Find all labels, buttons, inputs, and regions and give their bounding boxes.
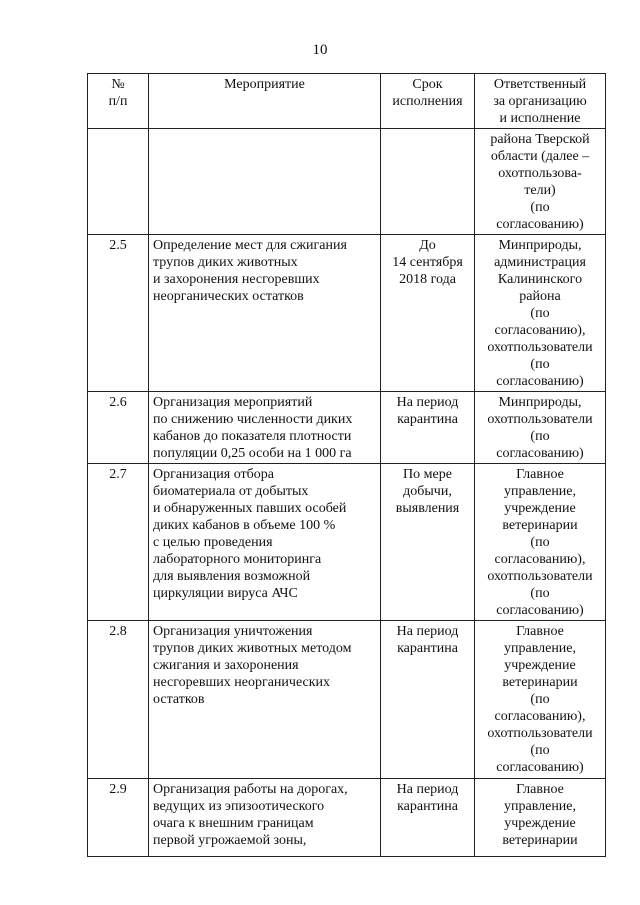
cell-line: с целью проведения: [153, 535, 273, 550]
cell-line: согласованию): [496, 603, 584, 618]
cell-line: согласованию): [496, 760, 584, 775]
cell-line: исполнения: [392, 94, 463, 109]
cell-line: По мере: [403, 467, 452, 482]
row-deadline: [381, 392, 475, 464]
cell-line: биоматериала от добытых: [153, 484, 309, 499]
cell-line: и исполнение: [499, 111, 581, 126]
cell-line: 14 сентября: [392, 255, 463, 270]
cell-line: согласованию),: [494, 709, 586, 724]
cell-line: Калининского: [497, 272, 583, 287]
cell-line: циркуляции вируса АЧС: [153, 586, 298, 601]
cell-line: Организация работы на дорогах,: [153, 782, 348, 797]
cell-line: Минприроды,: [498, 238, 582, 253]
row-responsible: [475, 779, 606, 857]
cell-line: Ответственный: [493, 77, 587, 92]
row-responsible: [475, 235, 606, 392]
row-deadline: [381, 779, 475, 857]
cell-line: п/п: [108, 94, 128, 109]
cell-line: ведущих из эпизоотического: [153, 799, 325, 814]
cell-line: учреждение: [504, 501, 576, 516]
cell-line: 2.8: [109, 624, 127, 639]
cell-line: Главное: [516, 782, 564, 797]
cell-line: (по: [530, 743, 550, 758]
header-number: [88, 74, 149, 129]
cell-line: На период: [396, 624, 459, 639]
cell-line: кабанов до показателя плотности: [153, 429, 352, 444]
cell-line: согласованию),: [494, 552, 586, 567]
header-responsible: [475, 74, 606, 129]
cell-line: (по: [530, 692, 550, 707]
cell-line: Организация мероприятий: [153, 395, 313, 410]
cell-line: (по: [530, 357, 550, 372]
cell-line: Организация уничтожения: [153, 624, 313, 639]
cell-line: и захоронения несгоревших: [153, 272, 320, 287]
cell-line: администрация: [494, 255, 586, 270]
header-deadline: [381, 74, 475, 129]
cell-line: остатков: [153, 692, 205, 707]
cell-line: 2.5: [109, 238, 127, 253]
header-measure: [149, 74, 381, 129]
cell-line: по снижению численности диких: [153, 412, 353, 427]
cell-line: для выявления возможной: [153, 569, 311, 584]
cell-line: первой угрожаемой зоны,: [153, 833, 307, 848]
row-number: [88, 464, 149, 621]
row-number: [88, 235, 149, 392]
cell-line: охотпользова-: [498, 166, 582, 181]
cell-line: охотпользователи: [487, 726, 593, 741]
cell-line: Минприроды,: [498, 395, 582, 410]
page-number: 10: [312, 42, 328, 58]
cell-line: (по: [530, 535, 550, 550]
cell-line: Определение мест для сжигания: [153, 238, 347, 253]
cell-line: На период: [396, 782, 459, 797]
row-responsible: [475, 464, 606, 621]
row-responsible: [475, 129, 606, 235]
row-responsible: [475, 621, 606, 779]
cell-line: охотпользователи: [487, 569, 593, 584]
measures-table: [87, 73, 606, 857]
row-measure: [149, 235, 381, 392]
cell-line: ветеринарии: [502, 518, 578, 533]
row-number: [88, 621, 149, 779]
cell-line: согласованию): [496, 446, 584, 461]
cell-line: неорганических остатков: [153, 289, 304, 304]
cell-line: лабораторного мониторинга: [153, 552, 322, 567]
cell-line: ветеринарии: [502, 833, 578, 848]
row-measure: [149, 392, 381, 464]
cell-line: Мероприятие: [224, 77, 305, 92]
cell-line: 2.7: [109, 467, 127, 482]
row-deadline: [381, 129, 475, 235]
cell-line: карантина: [397, 641, 458, 656]
cell-line: (по: [530, 429, 550, 444]
cell-line: района Тверской: [490, 132, 590, 147]
table-header-row: [88, 74, 606, 129]
cell-line: района: [519, 289, 561, 304]
row-deadline: [381, 235, 475, 392]
row-number: [88, 779, 149, 857]
cell-line: 2018 года: [399, 272, 456, 287]
cell-line: карантина: [397, 412, 458, 427]
cell-line: популяции 0,25 особи на 1 000 га: [153, 446, 352, 461]
cell-line: Главное: [516, 624, 564, 639]
row-measure: [149, 779, 381, 857]
table-row: [88, 779, 606, 857]
cell-line: охотпользователи: [487, 412, 593, 427]
cell-line: области (далее –: [490, 149, 590, 164]
cell-line: выявления: [395, 501, 460, 516]
row-measure: [149, 621, 381, 779]
cell-line: трупов диких животных методом: [153, 641, 352, 656]
cell-line: (по: [530, 586, 550, 601]
cell-line: (по: [530, 306, 550, 321]
cell-line: согласованию): [496, 217, 584, 232]
row-measure: [149, 129, 381, 235]
cell-line: Главное: [516, 467, 564, 482]
cell-line: очага к внешним границам: [153, 816, 314, 831]
table-row: [88, 464, 606, 621]
cell-line: карантина: [397, 799, 458, 814]
cell-line: Организация отбора: [153, 467, 274, 482]
row-measure: [149, 464, 381, 621]
row-responsible: [475, 392, 606, 464]
cell-line: На период: [396, 395, 459, 410]
cell-line: №: [111, 77, 125, 92]
cell-line: управление,: [503, 799, 577, 814]
table-row: [88, 621, 606, 779]
cell-line: управление,: [503, 641, 577, 656]
cell-line: До: [419, 238, 436, 253]
cell-line: управление,: [503, 484, 577, 499]
table-row: [88, 235, 606, 392]
cell-line: 2.9: [109, 782, 127, 797]
cell-line: за организацию: [493, 94, 587, 109]
cell-line: учреждение: [504, 658, 576, 673]
cell-line: Срок: [412, 77, 443, 92]
cell-line: согласованию),: [494, 323, 586, 338]
cell-line: ветеринарии: [502, 675, 578, 690]
row-number: [88, 392, 149, 464]
cell-line: 2.6: [109, 395, 127, 410]
cell-line: учреждение: [504, 816, 576, 831]
row-number: [88, 129, 149, 235]
cell-line: согласованию): [496, 374, 584, 389]
row-deadline: [381, 464, 475, 621]
cell-line: охотпользователи: [487, 340, 593, 355]
cell-line: (по: [530, 200, 550, 215]
table-row: [88, 392, 606, 464]
cell-line: трупов диких животных: [153, 255, 298, 270]
cell-line: тели): [524, 183, 556, 198]
table-row: [88, 129, 606, 235]
cell-line: добычи,: [403, 484, 452, 499]
row-deadline: [381, 621, 475, 779]
cell-line: сжигания и захоронения: [153, 658, 299, 673]
cell-line: и обнаруженных павших особей: [153, 501, 347, 516]
cell-line: несгоревших неорганических: [153, 675, 331, 690]
cell-line: диких кабанов в объеме 100 %: [153, 518, 336, 533]
